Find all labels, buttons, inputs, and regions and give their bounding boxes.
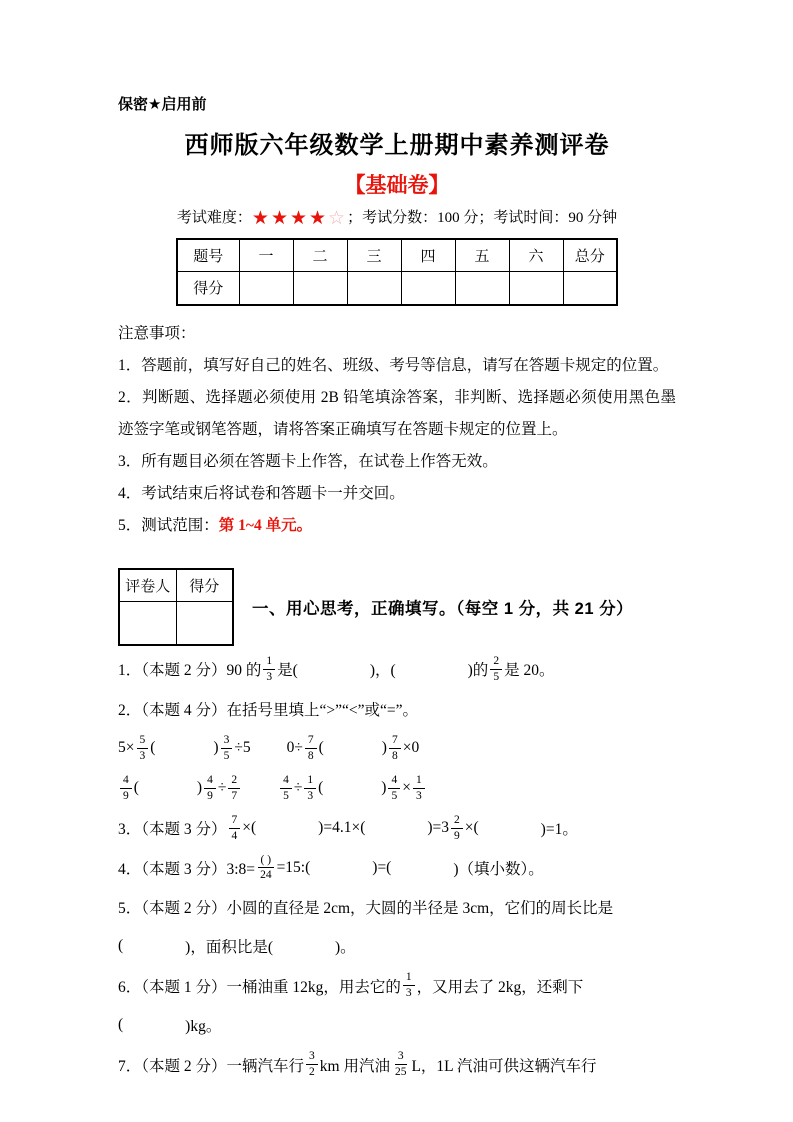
answer-blank (139, 780, 197, 796)
answer-blank (396, 662, 468, 678)
question-2-row-1: 5× $\frac{5}{3}$ ( ) $\frac{3}{5}$ ÷5 0÷ $\frac{7}{8}$ ( ) $\frac{7}{8}$ ×0 (118, 733, 420, 762)
answer-blank (256, 820, 318, 836)
answer-blank (298, 662, 370, 678)
grader-header-row (119, 569, 233, 601)
paper-title-prefix: 西师版 (184, 132, 260, 159)
grader-section (118, 568, 676, 646)
answer-blank (479, 820, 541, 836)
fraction: $\frac{5}{3}$ (135, 733, 151, 764)
score-cell-empty (563, 271, 617, 305)
fraction: $\frac{1}{3}$ (401, 970, 417, 1001)
score-header-cell: 三 (347, 239, 401, 271)
notes-item-1: 1．答题前，填写好自己的姓名、班级、考号等信息，请写在答题卡规定的位置。 (118, 357, 669, 374)
notes-item-5-range: 第 1~4 单元。 (218, 517, 313, 534)
score-summary-table (176, 238, 618, 306)
answer-blank (123, 1018, 185, 1034)
score-cell-empty (239, 271, 293, 305)
fraction: $\frac{3}{5}$ (219, 733, 235, 764)
security-notice: 保密★启用前 (118, 96, 207, 113)
question-7: 7．（本题 2 分）一辆汽车行 $\frac{3}{2}$ km 用汽油 $\frac{3}{25}$ L，1L 汽油可供这辆汽车行 (118, 1050, 597, 1079)
answer-blank (310, 860, 372, 876)
answer-blank (242, 780, 278, 796)
paper-subtitle: 【基础卷】 (344, 174, 450, 197)
fraction: $\frac{7}{4}$ (227, 813, 243, 844)
score-cell-empty (509, 271, 563, 305)
notes-title: 注意事项： (118, 325, 196, 342)
fraction: $\frac{3}{25}$ (394, 1050, 407, 1079)
answer-blank (365, 820, 427, 836)
fraction: $\frac{2}{5}$ (488, 654, 504, 685)
score-header-row (177, 239, 617, 271)
question-6-line-1: 6．（本题 1 分）一桶油重 12kg，用去它的 $\frac{1}{3}$ ，又用去了 2kg，还剩下 (118, 971, 584, 1000)
fraction: $\frac{1}{3}$ (302, 773, 318, 804)
score-cell-empty (347, 271, 401, 305)
fraction: $\frac{( )}{24}$ (255, 853, 277, 884)
paper-title-main: 六年级数学上册期中素养测评卷 (259, 132, 610, 159)
score-cell-empty (176, 601, 233, 645)
question-5-line-1: 5．（本题 2 分）小圆的直径是 2cm，大圆的半径是 3cm，它们的周长比是 (118, 900, 614, 918)
score-header-cell: 题号 (177, 239, 239, 271)
questions-section-1 (118, 654, 676, 1080)
score-cell-empty (455, 271, 509, 305)
fraction: $\frac{7}{8}$ (303, 733, 319, 764)
fraction: $\frac{4}{5}$ (278, 773, 294, 804)
fraction: $\frac{3}{2}$ (304, 1049, 320, 1080)
answer-blank (323, 780, 381, 796)
notes-item-5 (118, 510, 676, 542)
grader-blank-row (119, 601, 233, 645)
score-header-cell: 六 (509, 239, 563, 271)
score-header-cell: 四 (401, 239, 455, 271)
fraction: $\frac{1}{3}$ (261, 654, 277, 685)
fraction: $\frac{2}{7}$ (226, 773, 242, 804)
question-2-intro: 2．（本题 4 分）在括号里填上“>”“<”或“=”。 (118, 701, 419, 719)
grader-col-label: 评卷人 (119, 569, 176, 601)
answer-blank (155, 741, 213, 757)
answer-blank (324, 741, 382, 757)
score-row-label: 得分 (177, 271, 239, 305)
fraction: $\frac{7}{8}$ (387, 733, 403, 764)
score-header-cell: 一 (239, 239, 293, 271)
notes-item-3: 3．所有题目必须在答题卡上作答，在试卷上作答无效。 (118, 453, 498, 470)
score-cell-empty (401, 271, 455, 305)
question-5-line-2: ( )，面积比是( )。 (118, 937, 356, 957)
grader-cell-empty (119, 601, 176, 645)
answer-blank (273, 939, 335, 955)
exam-notes (118, 318, 676, 542)
question-4: 4．（本题 3 分）3:8= $\frac{( )}{24}$ =15:( )=( )（填小数）。 (118, 853, 544, 882)
answer-blank (251, 741, 287, 757)
notes-item-2: 2．判断题、选择题必须使用 2B 铅笔填涂答案，非判断、选择题必须使用黑色墨迹签字笔或钢笔答题，请将答案正确填写在答题卡规定的位置上。 (118, 389, 676, 438)
notes-item-5-prefix: 5．测试范围： (118, 517, 219, 534)
fraction: $\frac{4}{9}$ (118, 773, 134, 804)
exam-meta-line (118, 206, 676, 229)
question-3: 3．（本题 3 分） $\frac{7}{4}$ ×( )=4.1×( )= 3 $\frac{2}{9}$ ×( )=1。 (118, 813, 578, 842)
grader-score-table (118, 568, 234, 646)
score-header-cell: 二 (293, 239, 347, 271)
question-1: 1．（本题 2 分）90 的 $\frac{1}{3}$ 是( )，( )的 $\frac{2}{5}$ 是 20。 (118, 655, 555, 683)
star-rating-icon (252, 207, 347, 229)
notes-item-4: 4．考试结束后将试卷和答题卡一并交回。 (118, 485, 405, 502)
fraction: $\frac{4}{9}$ (202, 773, 218, 804)
fraction: $\frac{1}{3}$ (411, 773, 427, 804)
exam-info: ；考试分数：100 分；考试时间：90 分钟 (347, 210, 618, 226)
difficulty-label: 考试难度： (176, 210, 252, 226)
score-col-label: 得分 (176, 569, 233, 601)
fraction: $\frac{4}{5}$ (386, 773, 402, 804)
answer-blank (123, 939, 185, 955)
score-value-row (177, 271, 617, 305)
empty-star-icon: ☆ (328, 207, 348, 229)
paper-title (118, 125, 676, 160)
answer-blank (391, 860, 453, 876)
filled-stars-icon: ★★★★ (251, 207, 329, 229)
section-1-heading: 一、用心思考，正确填写。（每空 1 分，共 21 分） (252, 600, 634, 618)
score-header-cell: 总分 (563, 239, 617, 271)
question-6-line-2: ( )kg。 (118, 1016, 222, 1036)
mixed-number: 3 $\frac{2}{9}$ (441, 813, 465, 844)
score-cell-empty (293, 271, 347, 305)
score-header-cell: 五 (455, 239, 509, 271)
question-2-row-2: $\frac{4}{9}$ ( ) $\frac{4}{9}$ ÷ $\frac{2}{7}$ $\frac{4}{5}$ ÷ $\frac{1}{3}$ ( ) $\frac{4}{5}$ × $\frac{1}{3}$ (118, 773, 676, 804)
